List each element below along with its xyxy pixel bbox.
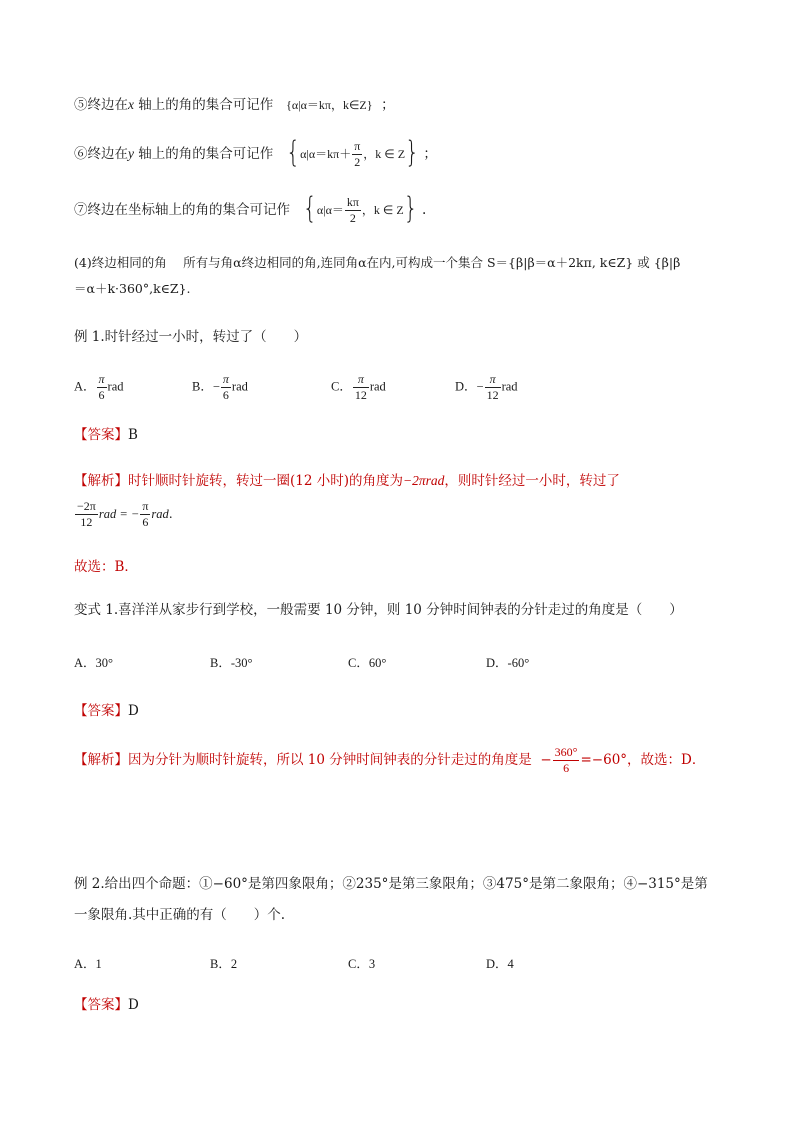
item-5 [74, 96, 395, 115]
left-brace: { [286, 136, 301, 171]
calc-num2: π [140, 500, 150, 515]
option-letter: B． [192, 379, 213, 394]
calc-fraction [553, 746, 580, 775]
analysis-text2: ，则时针经过一小时，转过了 [444, 473, 620, 489]
option-unit: rad [369, 379, 386, 394]
var1-analysis [74, 746, 705, 775]
calc-fraction-1 [75, 500, 98, 529]
item6-frac-den: 2 [354, 155, 361, 170]
left-brace: { [302, 192, 317, 227]
item6-text: 轴上的角的集合可记作 [134, 146, 274, 163]
analysis-text: 因为分针为顺时针旋转，所以 10 分钟时间钟表的分针走过的角度是 [128, 752, 532, 769]
answer-value: D [128, 703, 139, 719]
item-7 [74, 192, 427, 227]
item6-label: ⑥终边在 [74, 146, 128, 163]
option-unit: rad [107, 379, 124, 394]
answer-value: D [128, 997, 139, 1013]
answer-label: 【答案】 [74, 997, 128, 1013]
analysis-label: 【解析】 [74, 473, 128, 489]
frac-num: π [353, 373, 369, 388]
answer-value: B [128, 427, 138, 443]
option-letter: D． [455, 379, 477, 394]
calc-den: 12 [80, 515, 93, 530]
calc-num: 360° [553, 746, 580, 761]
item-4-line1: (4)终边相同的角 所有与角α终边相同的角,连同角α在内,可构成一个集合 S＝{β|β＝α＋2kπ, k∈Z} 或 {β|β [74, 255, 681, 270]
option-unit: rad [231, 379, 248, 394]
item5-end: ； [381, 97, 395, 113]
calc-sign: − [540, 752, 552, 769]
analysis-label: 【解析】 [74, 752, 128, 769]
ex1-option-b [192, 373, 248, 402]
frac-den: 12 [486, 388, 499, 403]
calc-end: =−60° [580, 752, 628, 769]
item5-text: 轴上的角的集合可记作 [134, 97, 274, 113]
item7-end: . [422, 202, 427, 219]
example2-line2: 一象限角.其中正确的有（ ）个. [74, 907, 286, 923]
calc-den: 6 [563, 761, 570, 776]
ex1-answer [74, 427, 138, 445]
var1-option-d: D．-60° [486, 656, 530, 670]
item5-set: {α|α＝kπ，k∈Z} [286, 98, 373, 112]
option-letter: A． [74, 379, 96, 394]
item6-frac-num: π [352, 140, 362, 155]
item5-label: ⑤终边在 [74, 97, 128, 113]
frac-num: π [485, 373, 501, 388]
ex1-option-c [331, 373, 386, 402]
item6-set-post: ，k ∈ Z [363, 147, 406, 162]
var1-option-c: C．60° [348, 656, 387, 670]
item7-fraction [345, 196, 361, 225]
calc-mid: rad = − [98, 507, 140, 522]
item5-axis: x [128, 97, 134, 112]
calc-num: −2π [75, 500, 98, 515]
ex2-option-c: C．3 [348, 957, 376, 971]
item6-end: ； [423, 146, 437, 163]
right-brace: } [405, 136, 420, 171]
frac-num: π [97, 373, 107, 388]
option-fraction [221, 373, 231, 402]
var1-answer [74, 703, 139, 721]
example2-line1: 例 2.给出四个命题：①−60°是第四象限角；②235°是第三象限角；③475°是第二象限角；④−315°是第 [74, 876, 708, 892]
ex1-conclusion: 故选：B． [74, 559, 138, 575]
frac-den: 6 [98, 388, 105, 403]
option-letter: C． [331, 379, 352, 394]
analysis-conclusion: ，故选：D． [627, 752, 706, 769]
option-fraction [97, 373, 107, 402]
frac-den: 6 [222, 388, 229, 403]
frac-den: 12 [354, 388, 367, 403]
option-sign: − [476, 379, 484, 394]
option-fraction [485, 373, 501, 402]
analysis-math: −2πrad [403, 473, 445, 488]
example1-question: 例 1.时针经过一小时，转过了（ ） [74, 329, 308, 345]
item7-label: ⑦终边在坐标轴上的角的集合可记作 [74, 202, 290, 219]
right-brace: } [403, 192, 418, 227]
item6-axis: y [128, 146, 134, 162]
item6-fraction [352, 140, 362, 169]
item6-set-pre: α|α＝kπ＋ [300, 147, 352, 162]
ex1-calc: $\frac{-2\pi}{12}$ rad = − $\frac{\pi}{6}$ rad. [77, 499, 173, 530]
item7-frac-den: 2 [349, 211, 356, 226]
ex2-answer [74, 997, 139, 1015]
item-4-line2: ＝α＋k·360°,k∈Z}. [74, 281, 191, 296]
item7-set-pre: α|α＝ [316, 203, 344, 218]
option-sign: − [212, 379, 220, 394]
item-6 [74, 136, 437, 171]
ex1-analysis [74, 472, 620, 491]
variant1-question: 变式 1.喜洋洋从家步行到学校，一般需要 10 分钟，则 10 分钟时间钟表的分针走过的角度是（ ） [74, 602, 683, 618]
calc-end: rad [151, 507, 169, 522]
ex2-option-b: B．2 [210, 957, 238, 971]
option-fraction [353, 373, 369, 402]
calc-fraction-2 [140, 500, 150, 529]
frac-num: π [221, 373, 231, 388]
ex1-option-a [74, 373, 124, 402]
var1-option-a: A．30° [74, 656, 114, 670]
ex2-option-d: D．4 [486, 957, 514, 971]
answer-label: 【答案】 [74, 427, 128, 443]
item7-frac-num: kπ [345, 196, 361, 211]
var1-option-b: B．-30° [210, 656, 253, 670]
calc-den2: 6 [142, 515, 149, 530]
item7-set-post: ，k ∈ Z [361, 203, 404, 218]
option-unit: rad [501, 379, 518, 394]
answer-label: 【答案】 [74, 703, 128, 719]
ex1-option-d [455, 373, 518, 402]
ex2-option-a: A．1 [74, 957, 102, 971]
analysis-text: 时针顺时针旋转，转过一圈(12 小时)的角度为 [128, 473, 404, 489]
